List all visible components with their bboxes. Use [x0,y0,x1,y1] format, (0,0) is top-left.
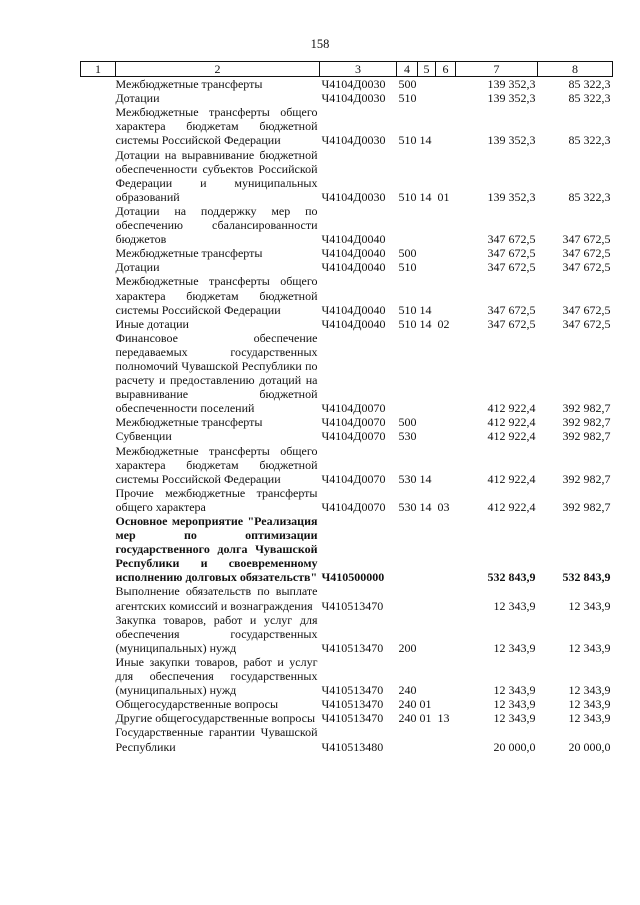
cell-col-1 [81,697,116,711]
cell-expense-type [397,331,418,416]
cell-col-1 [81,584,116,612]
cell-item-name: Дотации на выравнивание бюджетной обеспеченности субъектов Российской Федерации и муниципальных образований [115,147,318,204]
cell-amount-col8: 85 322,3 [568,189,611,204]
cell-amount-col8: 85 322,3 [568,77,611,92]
cell-section [418,429,436,443]
cell-col-1 [81,246,116,260]
cell-item-name: Субвенции [115,429,172,444]
cell-target-code: Ч4104Д0070 [321,415,386,430]
table-row [81,77,613,92]
cell-expense-type: 530 [398,499,417,514]
cell-amount-col7: 12 343,9 [493,598,536,613]
cell-expense-type: 510 [398,133,417,148]
table-row [81,260,613,274]
cell-section: 14 [419,316,432,331]
cell-target-code: Ч4104Д0040 [321,246,386,261]
cell-amount-col7: 139 352,3 [487,77,536,92]
table-row [81,444,613,486]
cell-col-1 [81,204,116,246]
cell-amount-col7: 347 672,5 [487,316,536,331]
cell-amount-col8: 12 343,9 [568,640,611,655]
cell-target-code: Ч410513470 [321,598,384,613]
cell-subsection: 13 [437,711,450,726]
cell-amount-col7: 412 922,4 [487,429,536,444]
cell-expense-type [397,725,418,753]
cell-section [418,331,436,416]
cell-amount-col7: 12 343,9 [493,711,536,726]
cell-item-name: Иные закупки товаров, работ и услуг для обеспечения государственных (муниципальных) нужд [115,654,318,698]
cell-expense-type: 500 [398,77,417,92]
table-row [81,655,613,697]
cell-expense-type: 510 [398,189,417,204]
cell-item-name: Дотации [115,91,160,106]
cell-col-1 [81,148,116,204]
cell-expense-type: 500 [398,246,417,261]
cell-subsection [436,274,456,316]
cell-subsection [436,331,456,416]
cell-col-1 [81,105,116,147]
cell-amount-col7: 139 352,3 [487,133,536,148]
cell-subsection [436,77,456,92]
cell-col-1 [81,711,116,725]
cell-target-code: Ч4104Д0040 [321,232,386,247]
cell-target-code: Ч4104Д0070 [321,499,386,514]
table-row [81,584,613,612]
cell-col-1 [81,655,116,697]
budget-table [80,61,613,754]
cell-target-code: Ч4104Д0030 [321,77,386,92]
cell-amount-col8: 12 343,9 [568,598,611,613]
cell-col-1 [81,486,116,514]
cell-expense-type [397,584,418,612]
cell-section: 14 [419,499,432,514]
cell-section [418,246,436,260]
table-row [81,514,613,584]
cell-expense-type [397,514,418,584]
cell-subsection: 03 [437,499,450,514]
table-row [81,613,613,655]
table-row [81,274,613,316]
cell-amount-col8: 85 322,3 [568,133,611,148]
cell-amount-col8: 347 672,5 [562,246,611,261]
cell-subsection [436,613,456,655]
column-header-8: 8 [538,62,613,77]
table-row [81,91,613,105]
cell-subsection [436,415,456,429]
table-body [81,77,613,754]
cell-amount-col7: 139 352,3 [487,91,536,106]
cell-item-name: Дотации на поддержку мер по обеспечению сбалансированности бюджетов [115,203,318,247]
cell-expense-type: 530 [398,471,417,486]
cell-col-1 [81,613,116,655]
cell-target-code: Ч4104Д0040 [321,260,386,275]
cell-subsection [436,444,456,486]
table-row [81,148,613,204]
cell-amount-col8: 392 982,7 [562,471,611,486]
cell-target-code: Ч4104Д0040 [321,316,386,331]
cell-item-name: Общегосударственные вопросы [115,697,279,712]
cell-amount-col8: 20 000,0 [568,739,611,754]
table-row [81,246,613,260]
cell-amount-col8: 392 982,7 [562,499,611,514]
cell-target-code: Ч4104Д0030 [321,189,386,204]
cell-amount-col8: 392 982,7 [562,429,611,444]
table-row [81,725,613,753]
cell-amount-col7: 12 343,9 [493,683,536,698]
cell-item-name: Прочие межбюджетные трансферты общего характера [115,485,318,514]
column-header-3: 3 [320,62,397,77]
cell-subsection: 01 [437,189,450,204]
cell-section [418,204,436,246]
cell-amount-col8: 347 672,5 [562,260,611,275]
cell-amount-col7: 412 922,4 [487,499,536,514]
cell-amount-col8: 85 322,3 [568,91,611,106]
table-row [81,486,613,514]
cell-expense-type [397,204,418,246]
cell-subsection [436,514,456,584]
cell-amount-col7: 139 352,3 [487,189,536,204]
cell-item-name: Дотации [115,260,160,275]
cell-section: 14 [419,133,432,148]
cell-item-name: Межбюджетные трансферты общего характера бюджетам бюджетной системы Российской Федерации [115,274,318,317]
cell-subsection [436,91,456,105]
cell-expense-type: 510 [398,260,417,275]
cell-target-code: Ч4104Д0040 [321,302,386,317]
cell-item-name: Иные дотации [115,316,189,331]
cell-section: 14 [419,302,432,317]
cell-expense-type: 240 [398,683,417,698]
column-header-4: 4 [397,62,418,77]
column-header-6: 6 [436,62,456,77]
cell-subsection [436,725,456,753]
cell-expense-type: 240 [398,711,417,726]
cell-target-code: Ч410500000 [321,570,385,585]
cell-amount-col7: 347 672,5 [487,246,536,261]
cell-expense-type: 500 [398,415,417,430]
column-header-5: 5 [418,62,436,77]
cell-section [418,260,436,274]
cell-amount-col7: 412 922,4 [487,415,536,430]
cell-col-1 [81,429,116,443]
cell-expense-type: 510 [398,302,417,317]
cell-col-1 [81,274,116,316]
cell-col-1 [81,91,116,105]
cell-item-name: Межбюджетные трансферты общего характера бюджетам бюджетной системы Российской Федерации [115,105,318,148]
cell-col-1 [81,444,116,486]
cell-amount-col7: 12 343,9 [493,697,536,712]
cell-subsection: 02 [437,316,450,331]
table-row [81,711,613,725]
cell-subsection [436,429,456,443]
cell-item-name: Финансовое обеспечение передаваемых государственных полномочий Чувашской Республики по расчету и предоставлению дотаций на выравнивание бюджетной обеспеченности поселений [115,330,318,416]
cell-section: 14 [419,471,432,486]
cell-section [418,725,436,753]
cell-subsection [436,260,456,274]
cell-amount-col7: 12 343,9 [493,640,536,655]
cell-expense-type: 200 [398,640,417,655]
cell-section [418,514,436,584]
cell-item-name: Государственные гарантии Чувашской Республики [115,725,318,754]
cell-subsection [436,204,456,246]
cell-amount-col8: 532 843,9 [562,570,611,585]
table-row [81,105,613,147]
cell-col-1 [81,514,116,584]
column-header-2: 2 [116,62,320,77]
cell-amount-col8: 347 672,5 [562,232,611,247]
cell-amount-col7: 347 672,5 [487,260,536,275]
cell-item-name: Межбюджетные трансферты [115,415,263,430]
cell-item-name: Межбюджетные трансферты [115,77,263,92]
cell-subsection [436,655,456,697]
cell-item-name: Закупка товаров, работ и услуг для обеспечения государственных (муниципальных) нужд [115,612,318,655]
cell-target-code: Ч410513470 [321,697,384,712]
cell-amount-col8: 12 343,9 [568,697,611,712]
cell-subsection [436,246,456,260]
cell-section: 01 [419,711,432,726]
cell-amount-col8: 12 343,9 [568,683,611,698]
cell-target-code: Ч410513470 [321,711,384,726]
cell-target-code: Ч4104Д0070 [321,429,386,444]
cell-amount-col7: 412 922,4 [487,471,536,486]
cell-target-code: Ч4104Д0030 [321,91,386,106]
cell-item-name: Межбюджетные трансферты [115,246,263,261]
header-row [81,62,613,77]
cell-section [418,655,436,697]
cell-target-code: Ч410513480 [321,739,384,754]
cell-item-name: Выполнение обязательств по выплате агентских комиссий и вознаграждения [115,584,318,613]
table-row [81,415,613,429]
table-row [81,331,613,416]
cell-col-1 [81,725,116,753]
cell-amount-col7: 532 843,9 [487,570,536,585]
cell-amount-col7: 347 672,5 [487,232,536,247]
cell-section [418,415,436,429]
cell-col-1 [81,317,116,331]
cell-target-code: Ч410513470 [321,640,384,655]
cell-expense-type: 530 [398,429,417,444]
table-row [81,697,613,711]
cell-amount-col7: 347 672,5 [487,302,536,317]
cell-target-code: Ч4104Д0070 [321,401,386,416]
cell-target-code: Ч410513470 [321,683,384,698]
cell-expense-type: 510 [398,91,417,106]
cell-section [418,613,436,655]
cell-amount-col8: 392 982,7 [562,401,611,416]
cell-amount-col8: 347 672,5 [562,316,611,331]
cell-amount-col7: 412 922,4 [487,401,536,416]
column-header-7: 7 [456,62,538,77]
cell-section [418,91,436,105]
cell-item-name: Основное мероприятие "Реализация мер по оптимизации государственного долга Чувашской Республики и своевременному исполнению долговых обязательств" [115,514,318,585]
cell-section: 01 [419,697,432,712]
column-header-1: 1 [81,62,116,77]
cell-subsection [436,105,456,147]
cell-item-name: Межбюджетные трансферты общего характера бюджетам бюджетной системы Российской Федерации [115,443,318,486]
cell-expense-type: 510 [398,316,417,331]
cell-subsection [436,697,456,711]
cell-expense-type: 240 [398,697,417,712]
cell-section [418,77,436,92]
cell-target-code: Ч4104Д0070 [321,471,386,486]
cell-col-1 [81,331,116,416]
page-number: 158 [310,37,330,51]
cell-col-1 [81,260,116,274]
cell-col-1 [81,77,116,92]
cell-amount-col8: 347 672,5 [562,302,611,317]
cell-amount-col7: 20 000,0 [493,739,536,754]
table-row [81,317,613,331]
cell-section [418,584,436,612]
cell-amount-col8: 392 982,7 [562,415,611,430]
cell-item-name: Другие общегосударственные вопросы [115,711,316,726]
cell-subsection [436,584,456,612]
table-row [81,204,613,246]
cell-col-1 [81,415,116,429]
cell-amount-col8: 12 343,9 [568,711,611,726]
cell-target-code: Ч4104Д0030 [321,133,386,148]
table-row [81,429,613,443]
cell-section: 14 [419,189,432,204]
